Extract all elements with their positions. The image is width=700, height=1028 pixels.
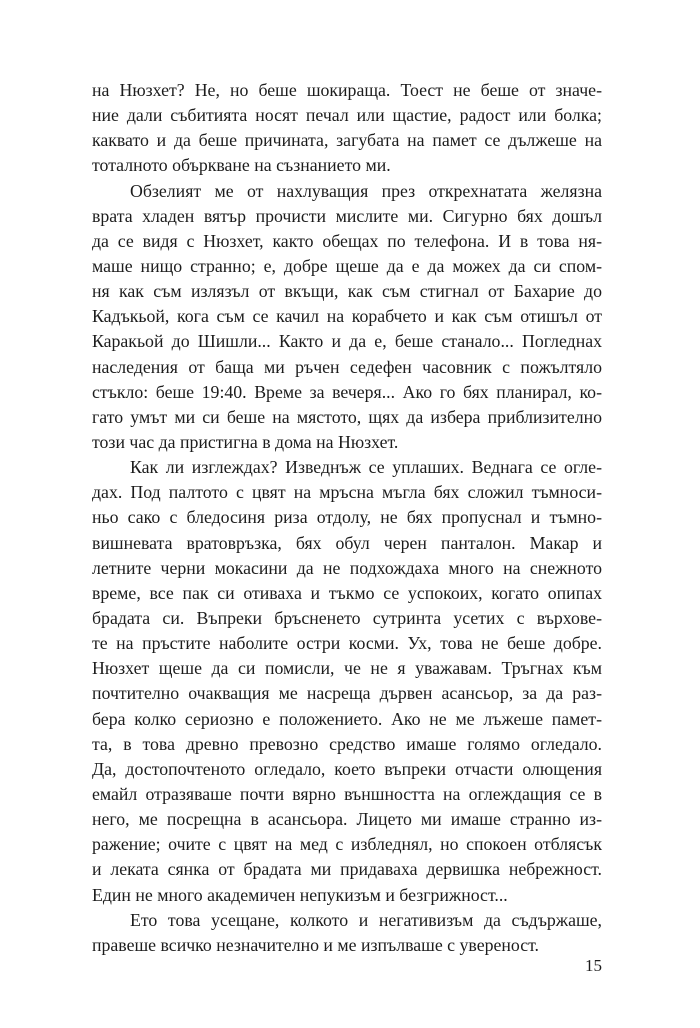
text-line: тоталното объркване на съзнанието ми. [92, 155, 391, 176]
text-line: ние дали събитията носят печал или щастие, радост или болка; [92, 105, 602, 126]
text-line: ражение; очите с цвят на мед с избледнял, но спокоен отблясък [92, 834, 602, 855]
text-line: те на пръстите наболите остри косми. Ух, това не беше добре. [92, 633, 602, 654]
text-line: маше нищо странно; е, добре щеше да е да можех да си спом- [92, 255, 602, 276]
text-line: време, все пак си отиваха и тъкмо се успокоих, когато опипах [92, 582, 602, 603]
text-line: Обзелият ме от нахлуващия през открехнатата желязна [130, 180, 602, 201]
text-line: Кадъкьой, кога съм се качил на корабчето и как съм отишъл от [92, 306, 602, 327]
text-line: емайл отразяваше почти вярно външността на оглеждащия се в [92, 783, 602, 804]
text-line: на Нюзхет? Не, но беше шокираща. Тоест не беше от значе- [92, 80, 602, 100]
text-line: врата хладен вятър прочисти мислите ми. Сигурно бях дошъл [92, 205, 602, 226]
text-line: та, в това древно превозно средство имаше голямо огледало. [92, 733, 602, 754]
body-text [92, 78, 602, 958]
text-line: каквато и да беше причината, загубата на памет се дължеше на [92, 130, 602, 151]
text-line: правеше всичко незначително и ме изпълваше с увереност. [92, 934, 539, 955]
text-line: Нюзхет щеше да си помисли, че не я уважавам. Тръгнах към [92, 658, 602, 679]
paragraph [92, 78, 602, 179]
text-line: Един не много академичен непукизъм и безгрижност... [92, 884, 508, 905]
text-line: Да, достопочтеното огледало, което въпреки отчасти олющения [92, 758, 602, 779]
text-line: брадата си. Въпреки бръсненето сутринта усетих с върхове- [92, 607, 602, 628]
text-line: него, ме посрещна в асансьора. Лицето ми имаше странно из- [92, 809, 602, 830]
text-line: летните черни мокасини да не подхождаха много на снежното [92, 557, 602, 578]
text-line: и леката сянка от брадата ми придаваха дервишка небрежност. [92, 859, 602, 880]
paragraph [92, 455, 602, 908]
paragraph [92, 179, 602, 456]
text-line: този час да пристигна в дома на Нюзхет. [92, 431, 399, 452]
paragraph [92, 908, 602, 958]
text-line: дах. Под палтото с цвят на мръсна мъгла бях сложил тъмноси- [92, 482, 602, 503]
text-line: Каракьой до Шишли... Както и да е, беше станало... Погледнах [92, 331, 602, 352]
text-line: ньо сако с бледосиня риза отдолу, не бях пропуснал и тъмно- [92, 507, 602, 528]
text-line: Как ли изглеждах? Изведнъж се уплаших. Веднага се огле- [130, 457, 602, 478]
text-line: да се видя с Нюзхет, както обещах по телефона. И в това ня- [92, 230, 602, 251]
text-line: почтително очакващия ме насреща дървен асансьор, за да раз- [92, 683, 602, 704]
text-line: гато умът ми си беше на мястото, щях да избера приблизително [92, 406, 602, 427]
text-line: наследения от баща ми ръчен седефен часовник с пожълтяло [92, 356, 602, 377]
text-line: Ето това усещане, колкото и негативизъм да съдържаше, [130, 909, 602, 930]
text-line: стъкло: беше 19:40. Време за вечеря... Ако го бях планирал, ко- [92, 381, 602, 402]
text-line: вишневата вратовръзка, бях обул черен панталон. Макар и [92, 532, 602, 553]
text-line: ня как съм излязъл от вкъщи, как съм стигнал от Бахарие до [92, 281, 602, 302]
text-line: бера колко сериозно е положението. Ако не ме лъжеше памет- [92, 708, 602, 729]
page-number: 15 [585, 956, 602, 975]
